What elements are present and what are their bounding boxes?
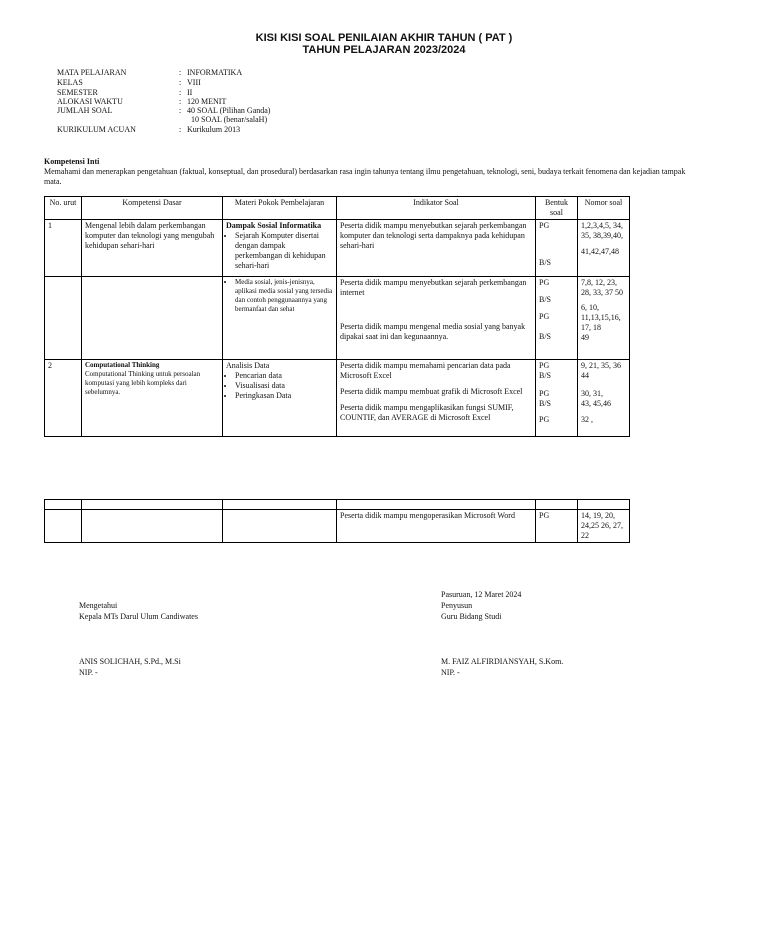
bentuk-value: PG <box>539 278 550 287</box>
cell-kd: Mengenal lebih dalam perkembangan komputer dan teknologi yang mengubah kehidupan sehari-hari <box>82 220 223 277</box>
cell-nomor: 14, 19, 20, 24,25 26, 27, 22 <box>578 510 630 543</box>
signature-right-nip: NIP. - <box>441 668 460 677</box>
materi-title: Dampak Sosial Informatika <box>226 221 322 230</box>
nomor-value: 43, 45,46 <box>581 399 611 408</box>
indikator-value: Peserta didik mampu membuat grafik di Microsoft Excel <box>340 387 523 396</box>
info-row: ALOKASI WAKTU : 120 MENIT <box>57 97 227 106</box>
nomor-value: 6, 10, 11,13,15,16, 17, 18 <box>581 303 621 332</box>
bentuk-value: B/S <box>539 371 552 380</box>
signature-right-line2: Guru Bidang Studi <box>441 612 502 621</box>
header-no: No. urut <box>45 197 82 220</box>
info-row: 10 SOAL (benar/salaH) <box>191 115 268 124</box>
cell-no: 1 <box>45 220 82 277</box>
cell-materi <box>223 220 337 277</box>
signature-right-line1: Penyusun <box>441 601 473 610</box>
cell-no <box>45 277 82 360</box>
signature-left-nip: NIP. - <box>79 668 98 677</box>
cell-kd <box>82 510 223 543</box>
indikator-value: Peserta didik mampu menyebutkan sejarah perkembangan internet <box>340 278 527 297</box>
cell-no <box>45 510 82 543</box>
cell-materi <box>223 277 337 360</box>
table-row <box>45 360 630 437</box>
header-bentuk: Bentuk soal <box>536 197 578 220</box>
bentuk-value: PG <box>539 221 550 230</box>
cell-bentuk <box>536 220 578 277</box>
nomor-value: 49 <box>581 333 589 342</box>
info-row: KELAS : VIII <box>57 78 201 87</box>
header-indikator: Indikator Soal <box>337 197 536 220</box>
cell-nomor <box>578 277 630 360</box>
table-row <box>45 220 630 277</box>
signature-left-line2: Kepala MTs Darul Ulum Candiwates <box>79 612 198 621</box>
kisi-kisi-table <box>44 196 630 437</box>
nomor-value: 9, 21, 35, 36 44 <box>581 361 621 380</box>
cell-indikator <box>337 360 536 437</box>
materi-item: • Sejarah Komputer disertai dengan dampak perkembangan di kehidupan sehari-hari <box>235 231 333 271</box>
nomor-value: 41,42,47,48 <box>581 247 619 256</box>
header-nomor: Nomor soal <box>578 197 630 220</box>
signature-left-line1: Mengetahui <box>79 601 118 610</box>
kisi-kisi-table-continued <box>44 499 630 543</box>
header-materi: Materi Pokok Pembelajaran <box>223 197 337 220</box>
bentuk-value: PG <box>539 415 550 424</box>
cell-bentuk: PG <box>536 510 578 543</box>
cell-indikator <box>337 277 536 360</box>
cell-nomor <box>578 360 630 437</box>
indikator-value: Peserta didik mampu memahami pencarian data pada Microsoft Excel <box>340 361 511 380</box>
signature-left-name: ANIS SOLICHAH, S.Pd., M.Si <box>79 657 181 666</box>
info-row: JUMLAH SOAL : 40 SOAL (Pilihan Ganda) <box>57 106 271 115</box>
bentuk-value: B/S <box>539 332 552 341</box>
cell-nomor <box>578 220 630 277</box>
materi-item: • Pencarian data <box>235 371 333 381</box>
cell-materi <box>223 510 337 543</box>
bentuk-value: PG <box>539 389 550 398</box>
materi-title: Analisis Data <box>226 361 270 370</box>
bentuk-value: B/S <box>539 295 552 304</box>
document-title: KISI KISI SOAL PENILAIAN AKHIR TAHUN ( PAT ) <box>255 32 513 44</box>
cell-bentuk <box>536 277 578 360</box>
materi-item: • Visualisasi data <box>235 381 333 391</box>
indikator-value: Peserta didik mampu mengaplikasikan fungsi SUMIF, COUNTIF, dan AVERAGE di Microsoft Excel <box>340 403 514 422</box>
cell-materi <box>223 360 337 437</box>
cell-kd <box>82 277 223 360</box>
table-row <box>45 500 630 510</box>
info-row: MATA PELAJARAN : INFORMATIKA <box>57 68 243 77</box>
bentuk-value: B/S <box>539 399 552 408</box>
bentuk-value: B/S <box>539 258 552 267</box>
signature-right-name-block <box>441 656 563 678</box>
signature-right-date: Pasuruan, 12 Maret 2024 <box>441 590 522 599</box>
kd-text: Computational Thinking untuk persoalan komputasi yang lebih kompleks dari sebelumnya. <box>85 370 201 396</box>
nomor-value: 30, 31, <box>581 389 603 398</box>
info-row: SEMESTER : II <box>57 88 193 97</box>
materi-item: • Peringkasan Data <box>235 391 333 401</box>
cell-indikator: Peserta didik mampu mengoperasikan Microsoft Word <box>337 510 536 543</box>
table-row <box>45 277 630 360</box>
nomor-value: 7,8, 12, 23, 28, 33, 37 50 <box>581 278 623 297</box>
bentuk-value: PG <box>539 312 550 321</box>
signature-left-name-block <box>79 656 181 678</box>
nomor-value: 1,2,3,4,5, 34, 35, 38,39,40, <box>581 221 623 240</box>
kompetensi-inti <box>44 157 704 187</box>
cell-indikator: Peserta didik mampu menyebutkan sejarah perkembangan komputer dan teknologi serta dampaknya pada kehidupan sehari-hari <box>337 220 536 277</box>
info-row: KURIKULUM ACUAN : Kurikulum 2013 <box>57 125 241 134</box>
indikator-value: Peserta didik mampu mengenal media sosial yang banyak dipakai saat ini dan kegunaannya. <box>340 322 526 341</box>
header-kompetensi-dasar: Kompetensi Dasar <box>82 197 223 220</box>
signature-right-name: M. FAIZ ALFIRDIANSYAH, S.Kom. <box>441 657 564 666</box>
cell-kd <box>82 360 223 437</box>
cell-bentuk <box>536 360 578 437</box>
kompetensi-inti-title: Kompetensi Inti <box>44 157 100 166</box>
kd-title: Computational Thinking <box>85 361 160 369</box>
kompetensi-inti-text: Memahami dan menerapkan pengetahuan (faktual, konseptual, dan prosedural) berdasarkan rasa ingin tahunya tentang ilmu pengetahuan, teknologi, seni, budaya terkait fenomena dan kejadian tampak mata. <box>44 167 686 186</box>
cell-no: 2 <box>45 360 82 437</box>
table-row <box>45 510 630 543</box>
nomor-value: 32 , <box>581 415 593 424</box>
document-subtitle: TAHUN PELAJARAN 2023/2024 <box>302 44 466 56</box>
materi-item: • Media sosial, jenis-jenisnya, aplikasi media sosial yang tersedia dan contoh penggunaannya yang bermanfaat dan sehat <box>235 278 333 314</box>
signature-right <box>441 589 521 622</box>
table-header-row <box>45 197 630 220</box>
bentuk-value: PG <box>539 361 550 370</box>
signature-left <box>79 600 198 622</box>
